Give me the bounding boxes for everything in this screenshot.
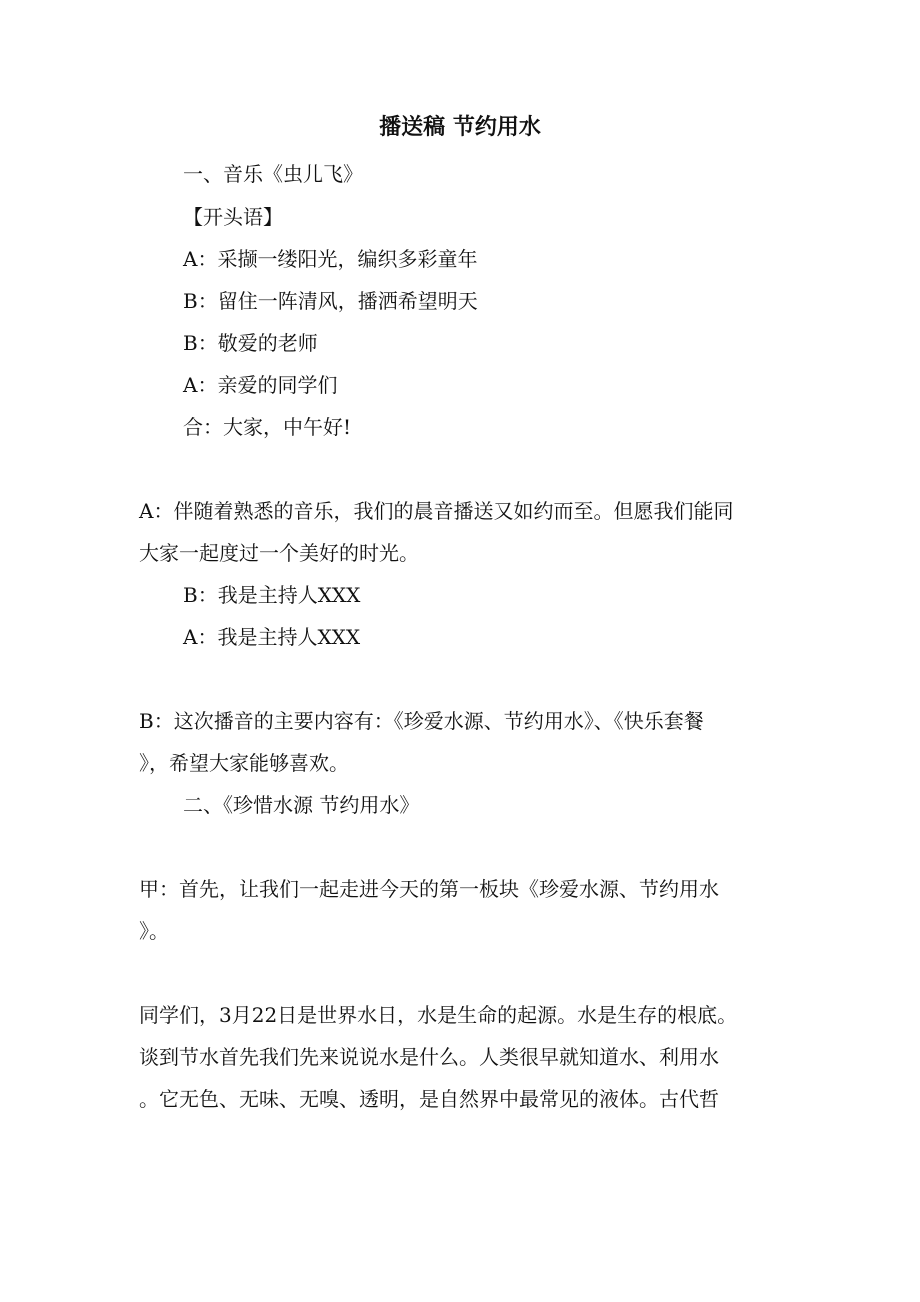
paragraph-a-intro-line-2: 大家一起度过一个美好的时光。 [139,541,419,565]
line-a-host: A：我是主持人XXX [183,625,361,649]
paragraph-water-line-2: 谈到节水首先我们先来说说水是什么。人类很早就知道水、利用水 [139,1045,719,1069]
section-music: 一、音乐《虫儿飞》 [183,162,363,186]
section-two-heading: 二、《珍惜水源 节约用水》 [183,793,420,817]
opening-heading: 【开头语】 [183,205,283,229]
line-b-host: B：我是主持人XXX [183,583,361,607]
paragraph-jia-line-1: 甲：首先，让我们一起走进今天的第一板块《珍爱水源、节约用水 [139,877,719,901]
paragraph-jia-line-2: 》。 [139,919,169,943]
line-a-1: A：采撷一缕阳光，编织多彩童年 [183,247,478,271]
line-together: 合：大家，中午好! [183,415,352,439]
paragraph-water-line-1: 同学们，3月22日是世界水日，水是生命的起源。水是生存的根底。 [139,1003,738,1027]
line-b-1: B：留住一阵清风，播洒希望明天 [183,289,478,313]
paragraph-b-content-line-2: 》，希望大家能够喜欢。 [139,751,349,775]
paragraph-water-line-3: 。它无色、无味、无嗅、透明，是自然界中最常见的液体。古代哲 [139,1087,719,1111]
line-b-2: B：敬爱的老师 [183,331,318,355]
line-a-2: A：亲爱的同学们 [183,373,338,397]
document-title: 播送稿 节约用水 [379,115,541,140]
paragraph-b-content-line-1: B：这次播音的主要内容有：《珍爱水源、节约用水》、《快乐套餐 [139,709,704,733]
paragraph-a-intro-line-1: A：伴随着熟悉的音乐，我们的晨音播送又如约而至。但愿我们能同 [139,499,734,523]
